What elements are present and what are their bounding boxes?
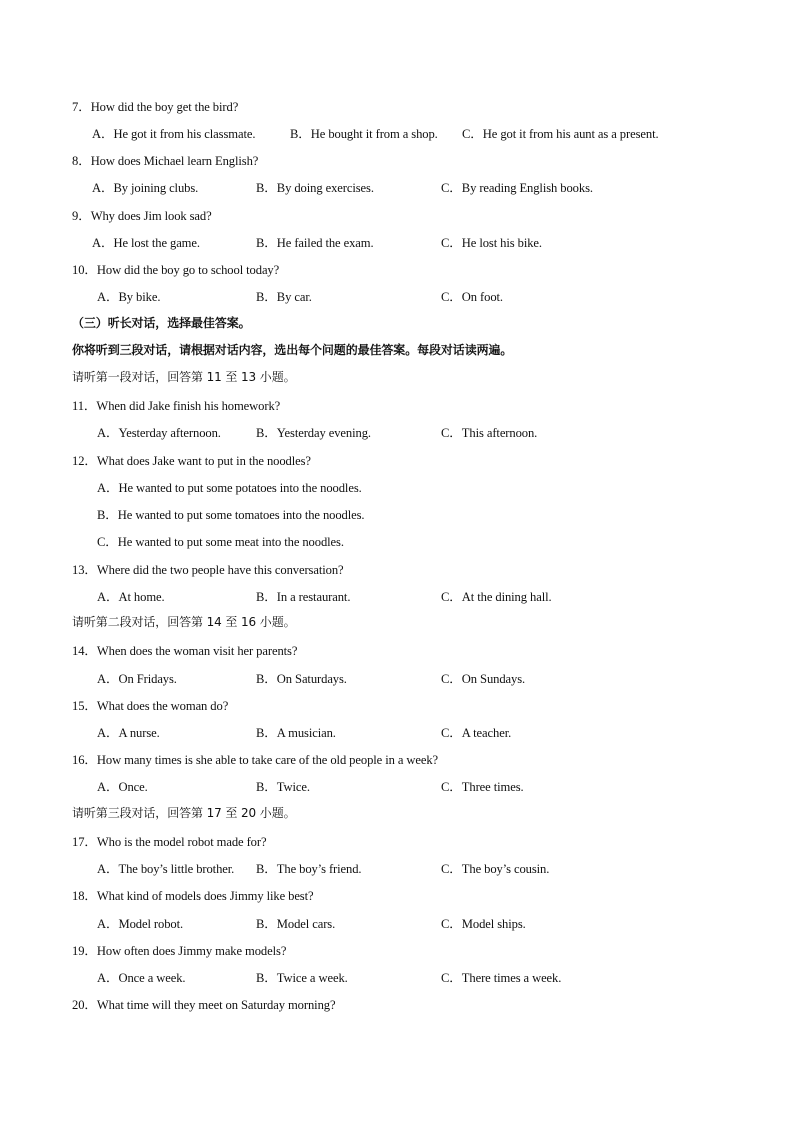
q18-option-a: A．Model robot. <box>97 917 184 931</box>
question-10: 10．How did the boy go to school today? <box>72 263 280 277</box>
q8-option-b: B．By doing exercises. <box>256 181 374 195</box>
q9-option-c: C．He lost his bike. <box>441 236 542 250</box>
q12-option-c: C．He wanted to put some meat into the noodles. <box>97 535 344 549</box>
q9-option-b: B．He failed the exam. <box>256 236 374 250</box>
q11-option-a: A．Yesterday afternoon. <box>97 426 221 440</box>
q19-option-b: B．Twice a week. <box>256 971 348 985</box>
q8-option-c: C．By reading English books. <box>441 181 593 195</box>
q10-option-a: A．By bike. <box>97 290 161 304</box>
q7-option-c: C．He got it from his aunt as a present. <box>462 127 659 141</box>
question-18: 18．What kind of models does Jimmy like best? <box>72 889 314 903</box>
q19-option-c: C．There times a week. <box>441 971 562 985</box>
q19-option-a: A．Once a week. <box>97 971 186 985</box>
section-instruction: 你将听到三段对话，请根据对话内容，选出每个问题的最佳答案。每段对话读两遍。 <box>72 343 513 357</box>
dialogue-2-intro: 请听第二段对话，回答第 14 至 16 小题。 <box>72 615 296 629</box>
q17-option-b: B．The boy’s friend. <box>256 862 362 876</box>
q10-option-c: C．On foot. <box>441 290 503 304</box>
question-8: 8．How does Michael learn English? <box>72 154 259 168</box>
q11-option-b: B．Yesterday evening. <box>256 426 371 440</box>
q18-option-b: B．Model cars. <box>256 917 336 931</box>
q7-option-b: B．He bought it from a shop. <box>290 127 438 141</box>
question-20: 20．What time will they meet on Saturday morning? <box>72 998 336 1012</box>
q14-option-a: A．On Fridays. <box>97 672 177 686</box>
q13-option-a: A．At home. <box>97 590 165 604</box>
section-heading: （三）听长对话，选择最佳答案。 <box>72 316 251 330</box>
q15-option-c: C．A teacher. <box>441 726 512 740</box>
q14-option-b: B．On Saturdays. <box>256 672 347 686</box>
question-7: 7．How did the boy get the bird? <box>72 100 239 114</box>
q15-option-b: B．A musician. <box>256 726 336 740</box>
q10-option-b: B．By car. <box>256 290 312 304</box>
q17-option-c: C．The boy’s cousin. <box>441 862 550 876</box>
q15-option-a: A．A nurse. <box>97 726 160 740</box>
q8-option-a: A．By joining clubs. <box>92 181 199 195</box>
q18-option-c: C．Model ships. <box>441 917 526 931</box>
q16-option-a: A．Once. <box>97 780 148 794</box>
question-14: 14．When does the woman visit her parents? <box>72 644 298 658</box>
question-11: 11．When did Jake finish his homework? <box>72 399 281 413</box>
question-15: 15．What does the woman do? <box>72 699 229 713</box>
question-19: 19．How often does Jimmy make models? <box>72 944 287 958</box>
q12-option-a: A．He wanted to put some potatoes into the noodles. <box>97 481 362 495</box>
q13-option-b: B．In a restaurant. <box>256 590 351 604</box>
question-17: 17．Who is the model robot made for? <box>72 835 267 849</box>
q11-option-c: C．This afternoon. <box>441 426 538 440</box>
question-9: 9．Why does Jim look sad? <box>72 209 212 223</box>
q17-option-a: A．The boy’s little brother. <box>97 862 235 876</box>
question-13: 13．Where did the two people have this conversation? <box>72 563 344 577</box>
q7-option-a: A．He got it from his classmate. <box>92 127 256 141</box>
q12-option-b: B．He wanted to put some tomatoes into the noodles. <box>97 508 365 522</box>
q16-option-b: B．Twice. <box>256 780 310 794</box>
q9-option-a: A．He lost the game. <box>92 236 200 250</box>
dialogue-1-intro: 请听第一段对话，回答第 11 至 13 小题。 <box>72 370 296 384</box>
q16-option-c: C．Three times. <box>441 780 524 794</box>
q13-option-c: C．At the dining hall. <box>441 590 552 604</box>
dialogue-3-intro: 请听第三段对话，回答第 17 至 20 小题。 <box>72 806 296 820</box>
q14-option-c: C．On Sundays. <box>441 672 526 686</box>
question-12: 12．What does Jake want to put in the noodles? <box>72 454 311 468</box>
question-16: 16．How many times is she able to take care of the old people in a week? <box>72 753 439 767</box>
